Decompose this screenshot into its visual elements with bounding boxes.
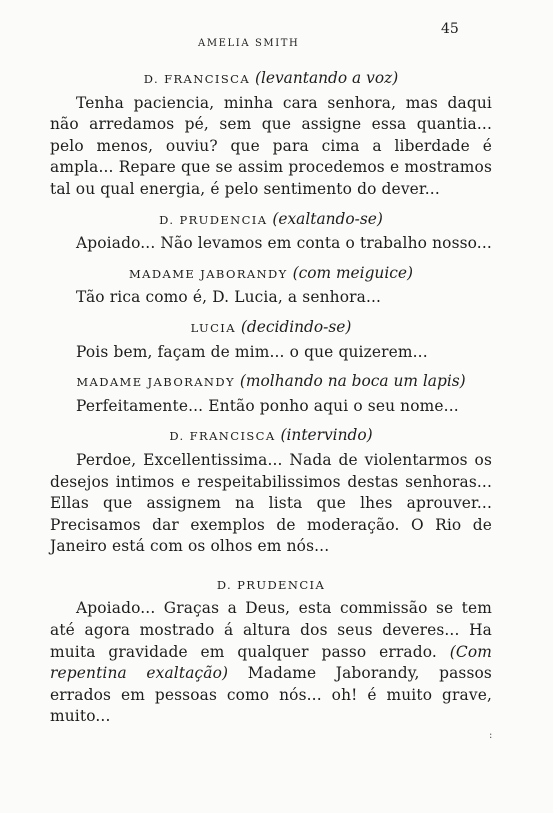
speaker-line	[50, 209, 492, 232]
play-text	[50, 60, 492, 728]
speaker-line	[50, 425, 492, 448]
speech: Tenha paciencia, minha cara senhora, mas daqui não arredamos pé, sem que assigne essa quantia... pelo menos, ouviu? que para cima a liberdade é ampla... Repare que se assim procedemos e mostramos tal ou qual energia, é pelo sentimento do dever...	[50, 93, 492, 198]
stage-direction: (intervindo)	[280, 426, 373, 445]
speech: Perdoe, Excellentissima... Nada de violentarmos os desejos intimos e respeitabilissimos destas senhoras... Ellas que assignem na lista que lhes aprouver... Precisamos dar exemplos de moderação. O Rio de Janeiro está com os olhos em nós...	[50, 450, 492, 556]
speaker-name: D. FRANCISCA	[169, 429, 276, 444]
stage-direction: (molhando na boca um lapis)	[239, 372, 466, 391]
speaker-line	[50, 371, 492, 394]
speech: Tão rica como é, D. Lucia, a senhora...	[76, 288, 382, 307]
speaker-name: D. FRANCISCA	[143, 72, 251, 86]
speaker-line	[50, 68, 492, 91]
speaker-name: D. PRUDENCIA	[159, 212, 268, 227]
speech-text: Madame Jaborandy, passos errados em pessoas como nós... oh! é muito grave, muito...	[50, 664, 492, 726]
stage-direction: (decidindo-se)	[240, 317, 352, 336]
speaker-line	[50, 317, 492, 340]
speaker-name: MADAME JABORANDY	[128, 266, 288, 281]
speaker-line	[50, 574, 492, 597]
speech: Apoiado... Não levamos em conta o trabalho nosso...	[76, 234, 492, 253]
stage-direction: (levantando a voz)	[254, 69, 399, 87]
stage-direction: (exaltando-se)	[272, 209, 383, 228]
print-mark: :	[489, 730, 493, 741]
page-number: 45	[441, 21, 459, 37]
speaker-line	[50, 263, 492, 286]
speaker-name: D. PRUDENCIA	[216, 577, 326, 592]
speaker-name: LUCIA	[190, 320, 236, 335]
speech	[50, 598, 492, 728]
speech: Pois bem, façam de mim... o que quizerem...	[76, 342, 428, 361]
running-head: AMELIA SMITH	[198, 38, 300, 49]
speech: Perfeitamente... Então ponho aqui o seu nome...	[76, 396, 459, 415]
stage-direction: (com meiguice)	[292, 263, 413, 282]
stage-direction-inline: (Com repentina exaltação)	[50, 642, 492, 683]
speaker-name: MADAME JABORANDY	[76, 375, 235, 390]
speech-text: Apoiado... Graças a Deus, esta commissão se tem até agora mostrado á altura dos seus deveres... Ha muita gravidade em qualquer passo errado.	[50, 599, 492, 661]
